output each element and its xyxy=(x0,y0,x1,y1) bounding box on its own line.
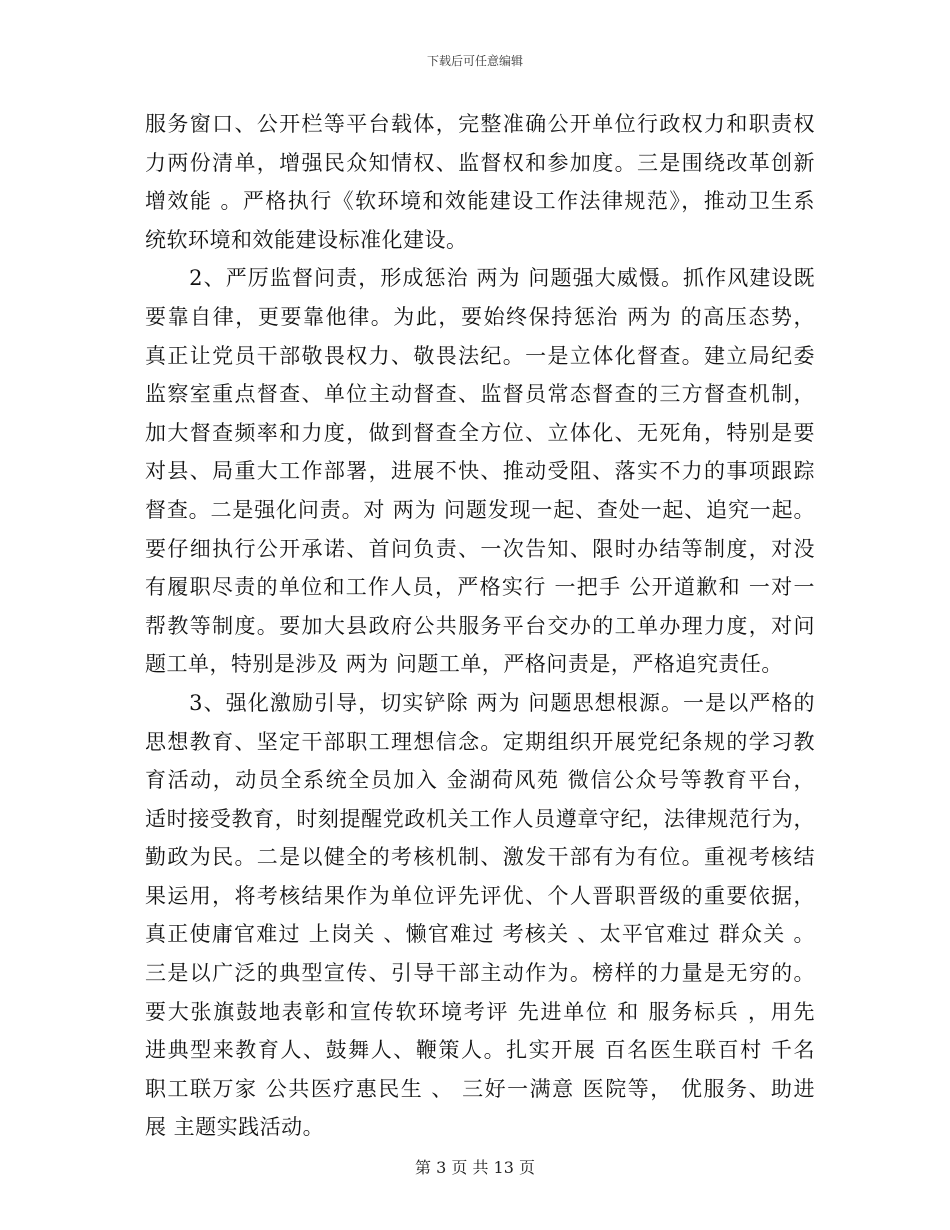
text-line: 统软环境和效能建设标准化建设。 xyxy=(145,227,468,252)
text-line: 题工单，特别是涉及 两为 问题工单，严格问责是，严格追究责任。 xyxy=(145,652,783,677)
text-line: 要仔细执行公开承诺、首问负责、一次告知、限时办结等制度，对没 xyxy=(145,536,815,561)
page-footer: 第 3 页 共 13 页 xyxy=(415,1158,535,1177)
text-line: 督查。二是强化问责。对 两为 问题发现一起、查处一起、追究一起。 xyxy=(145,497,815,522)
text-line: 监察室重点督查、单位主动督查、监督员常态督查的三方督查机制， xyxy=(145,382,815,407)
text-line: 真正让党员干部敬畏权力、敬畏法纪。一是立体化督查。建立局纪委 xyxy=(145,343,815,368)
text-line: 要大张旗鼓地表彰和宣传软环境考评 先进单位 和 服务标兵 ，用先 xyxy=(145,999,815,1024)
text-line: 要靠自律，更要靠他律。为此，要始终保持惩治 两为 的高压态势， xyxy=(145,304,815,329)
text-line: 真正使庸官难过 上岗关 、懒官难过 考核关 、太平官难过 群众关 。 xyxy=(145,922,815,947)
text-line: 思想教育、坚定干部职工理想信念。定期组织开展党纪条规的学习教 xyxy=(145,729,815,754)
text-line: 育活动，动员全系统全员加入 金湖荷风苑 微信公众号等教育平台， xyxy=(145,768,815,793)
text-line: 果运用，将考核结果作为单位评先评优、个人晋职晋级的重要依据， xyxy=(145,883,815,908)
document-body xyxy=(145,105,815,1147)
text-line: 2、严厉监督问责，形成惩治 两为 问题强大威慑。抓作风建设既 xyxy=(145,266,815,291)
text-line: 帮教等制度。要加大县政府公共服务平台交办的工单办理力度，对问 xyxy=(145,613,815,638)
text-line: 进典型来教育人、鼓舞人、鞭策人。扎实开展 百名医生联百村 千名 xyxy=(145,1038,815,1063)
page-header: 下载后可任意编辑 xyxy=(426,54,523,68)
text-line: 服务窗口、公开栏等平台载体，完整准确公开单位行政权力和职责权 xyxy=(145,112,815,136)
text-line: 有履职尽责的单位和工作人员，严格实行 一把手 公开道歉和 一对一 xyxy=(145,575,815,600)
text-line: 适时接受教育，时刻提醒党政机关工作人员遵章守纪，法律规范行为， xyxy=(145,806,815,831)
text-line: 三是以广泛的典型宣传、引导干部主动作为。榜样的力量是无穷的。 xyxy=(145,961,815,986)
text-line: 勤政为民。二是以健全的考核机制、激发干部有为有位。重视考核结 xyxy=(145,845,815,870)
text-line: 加大督查频率和力度，做到督查全方位、立体化、无死角，特别是要 xyxy=(145,420,815,445)
text-line: 对县、局重大工作部署，进展不快、推动受阻、落实不力的事项跟踪 xyxy=(145,459,815,484)
text-line: 职工联万家 公共医疗惠民生 、 三好一满意 医院等， 优服务、助进 xyxy=(145,1076,815,1101)
text-line: 力两份清单，增强民众知情权、监督权和参加度。三是围绕改革创新 xyxy=(145,150,815,175)
text-line: 展 主题实践活动。 xyxy=(145,1115,325,1140)
text-line: 3、强化激励引导，切实铲除 两为 问题思想根源。一是以严格的 xyxy=(145,690,815,715)
text-line: 增效能 。严格执行《软环境和效能建设工作法律规范》，推动卫生系 xyxy=(145,189,815,214)
